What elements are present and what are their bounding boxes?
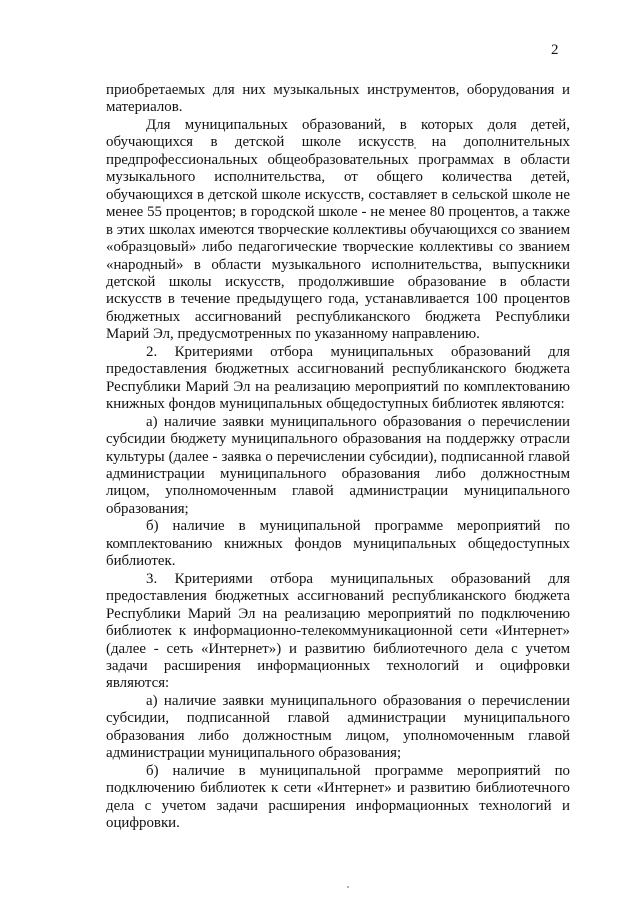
- paragraph-criteria-3a: а) наличие заявки муниципального образования о перечислении субсидии, подписанной главой администрации муниципального образования либо должностным лицом, уполномоченным главой администрации муниципального образования;: [106, 692, 570, 762]
- page-number: 2: [551, 42, 559, 58]
- paragraph-music-schools: Для муниципальных образований, в которых доля детей, обучающихся в детской школе искусств на дополнительных предпрофессиональных общеобразовательных программах в области музыкального исполнительства, от общего количества детей, обучающихся в детской школе искусств, составляет в сельской школе не менее 55 процентов; в городской школе - не менее 80 процентов, а также в этих школах имеются творческие коллективы обучающихся со званием «образцовый» либо педагогические творческие коллективы со званием «народный» в области музыкального исполнительства, выпускники детской школы искусств, продолжившие образование в области искусств в течение предыдущего года, устанавливается 100 процентов бюджетных ассигнований республиканского бюджета Республики Марий Эл, предусмотренных по указанному направлению.: [106, 116, 570, 343]
- paragraph-criteria-2: 2. Критериями отбора муниципальных образований для предоставления бюджетных ассигнований республиканского бюджета Республики Марий Эл на реализацию мероприятий по комплектованию книжных фондов муниципальных общедоступных библиотек являются:: [106, 343, 570, 413]
- paragraph-criteria-2a: а) наличие заявки муниципального образования о перечислении субсидии бюджету муниципального образования на поддержку отрасли культуры (далее - заявка о перечислении субсидии), подписанной главой администрации муниципального образования либо должностным лицом, уполномоченным главой администрации муниципального образования;: [106, 413, 570, 517]
- paragraph-continuation: приобретаемых для них музыкальных инструментов, оборудования и материалов.: [106, 82, 570, 116]
- paragraph-criteria-3b: б) наличие в муниципальной программе мероприятий по подключению библиотек к сети «Интернет» и развитию библиотечного дела с учетом задачи расширения информационных технологий и оцифровки.: [106, 762, 570, 832]
- scan-speck: [347, 886, 349, 888]
- paragraph-criteria-2b: б) наличие в муниципальной программе мероприятий по комплектованию книжных фондов муниципальных общедоступных библиотек.: [106, 518, 570, 570]
- document-body: [106, 82, 570, 832]
- paragraph-criteria-3: 3. Критериями отбора муниципальных образований для предоставления бюджетных ассигнований республиканского бюджета Республики Марий Эл на реализацию мероприятий по подключению библиотек к информационно-телекоммуникационной сети «Интернет» (далее - сеть «Интернет») и развитию библиотечного дела с учетом задачи расширения информационных технологий и оцифровки являются:: [106, 570, 570, 692]
